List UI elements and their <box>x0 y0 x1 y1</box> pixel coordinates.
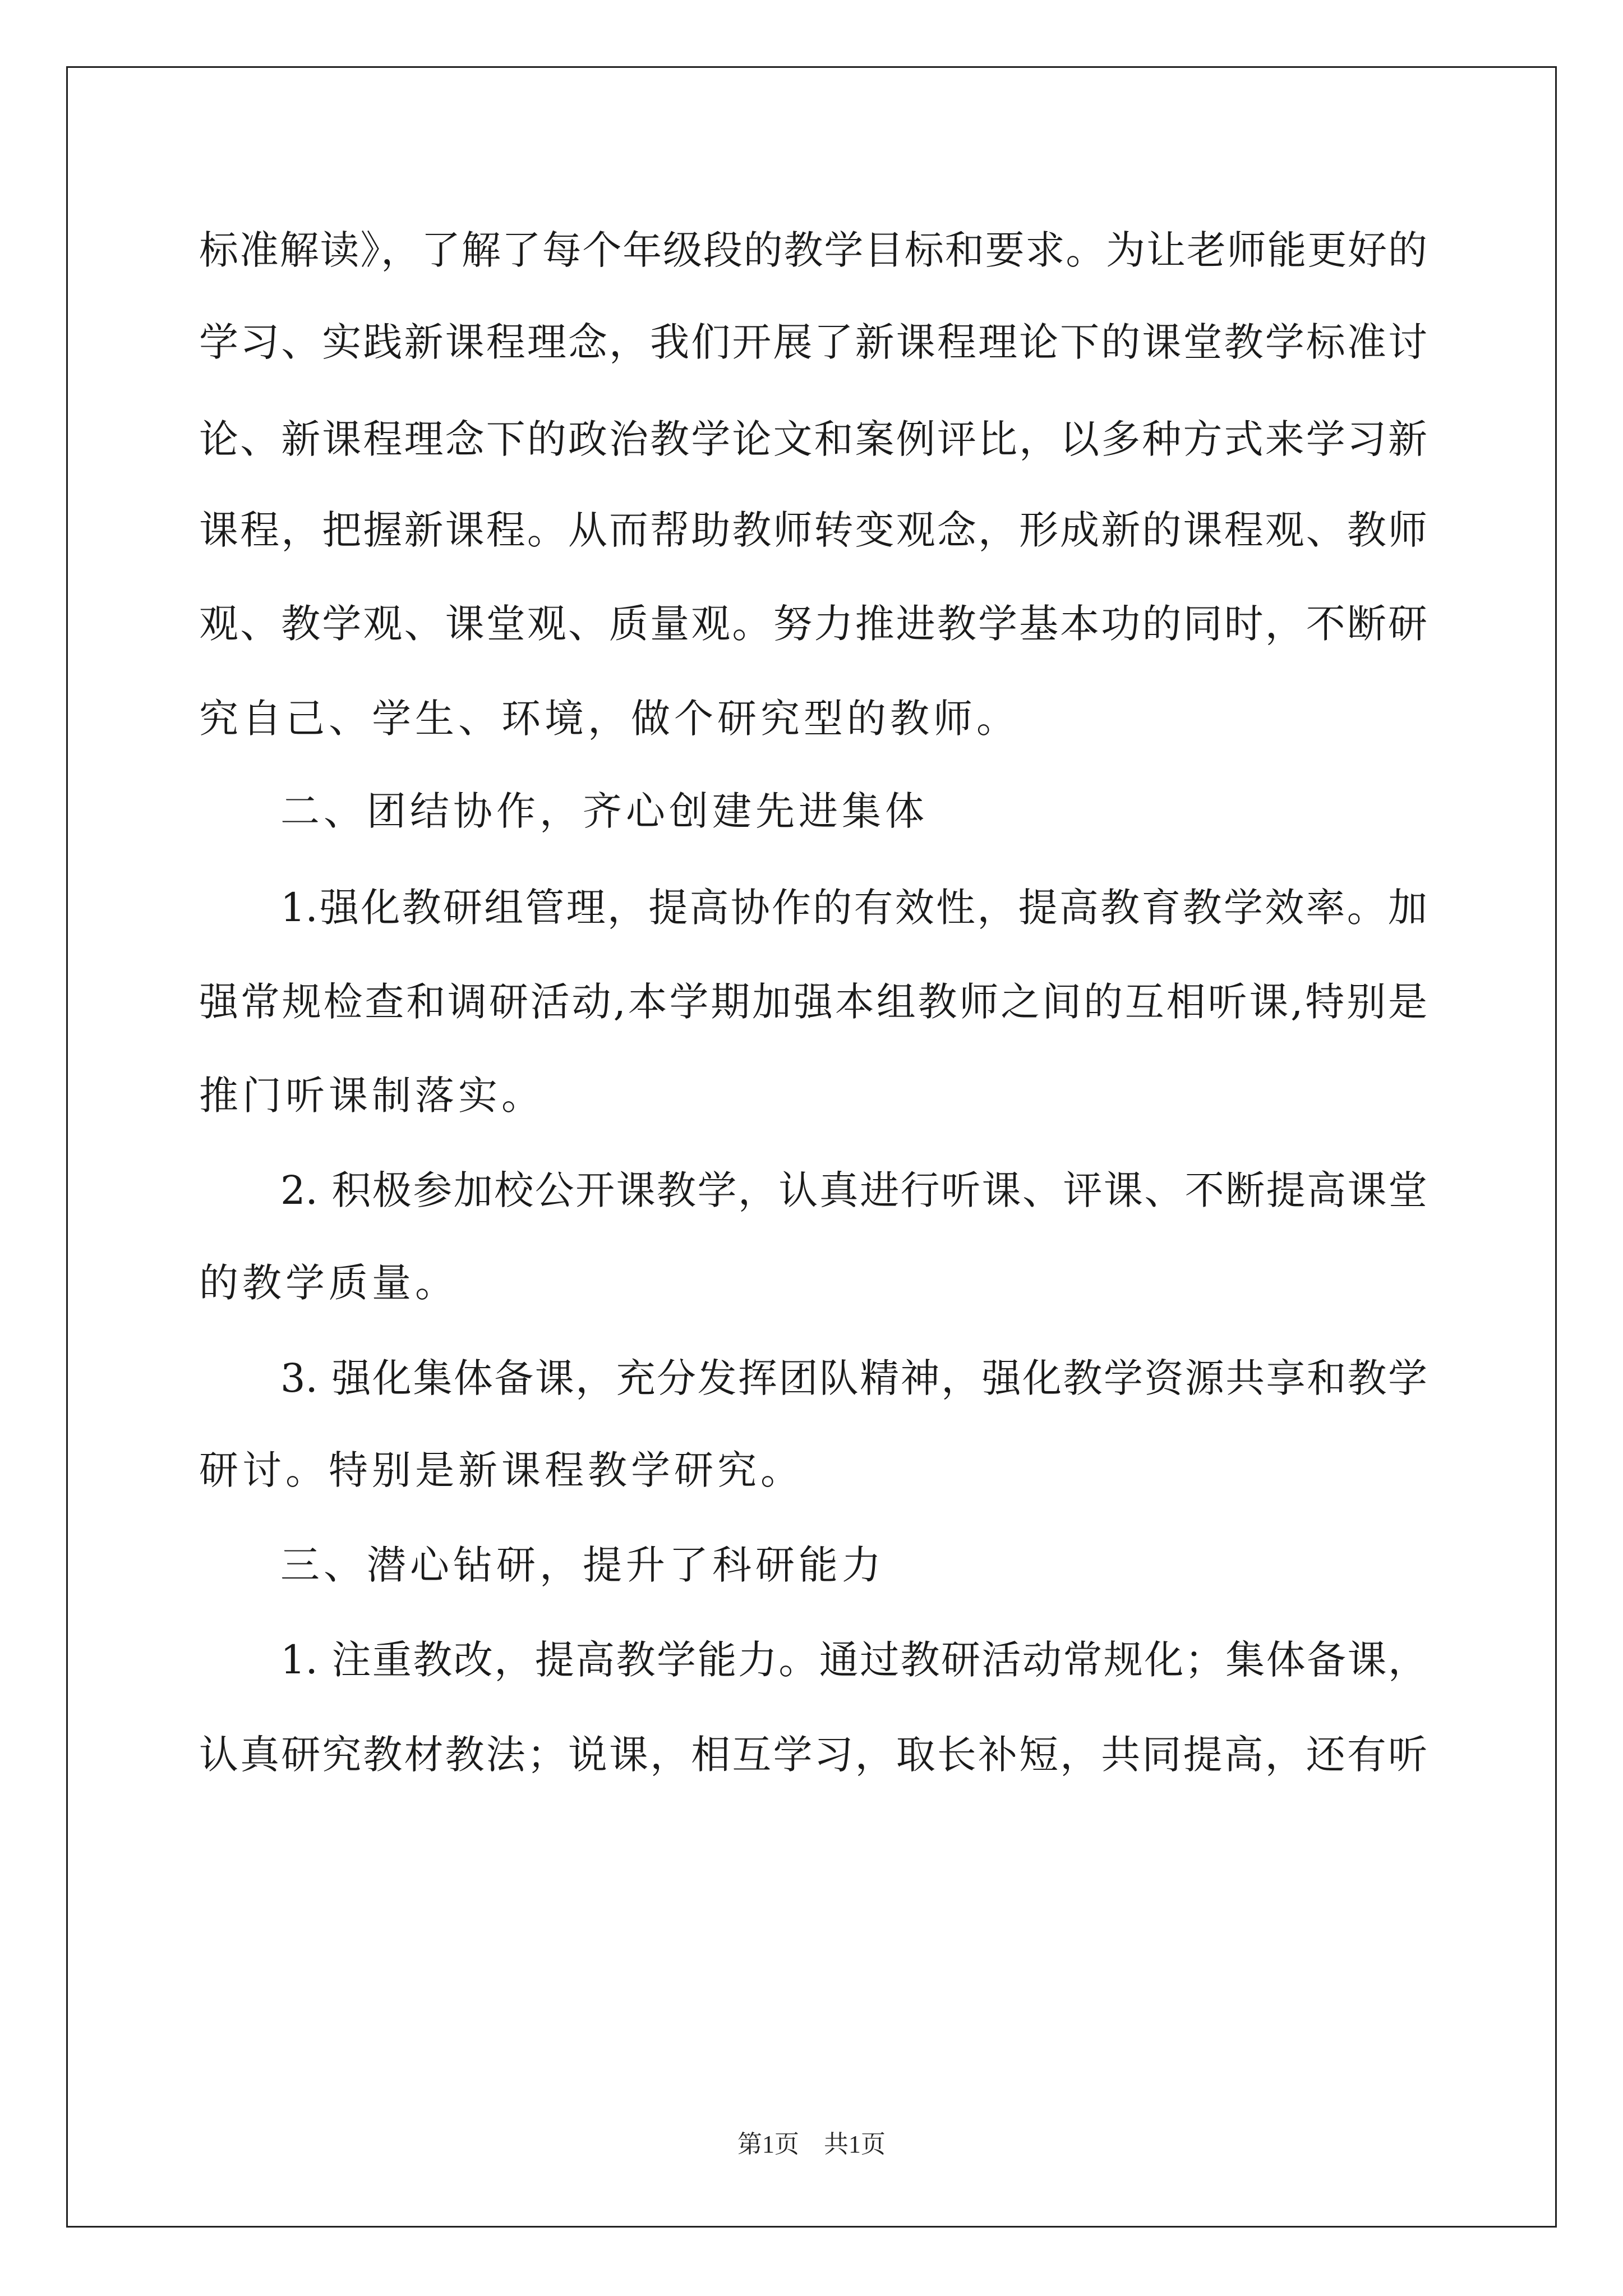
text-line-10: 推门听课制落实。 <box>199 1073 545 1119</box>
text-line-6: 究自己、学生、环境，做个研究型的教师。 <box>199 696 1020 742</box>
text-line-8: 1.强化教研组管理，提高协作的有效性，提高教育教学效率。加 <box>280 885 1427 931</box>
page-number-footer: 第1页 共1页 <box>737 2131 886 2158</box>
text-line-16: 1. 注重教改，提高教学能力。通过教研活动常规化；集体备课， <box>280 1637 1427 1683</box>
text-line-9: 强常规检查和调研活动,本学期加强本组教师之间的互相听课,特别是 <box>199 979 1427 1025</box>
text-line-1: 标准解读》，了解了每个年级段的教学目标和要求。为让老师能更好的 <box>199 227 1427 273</box>
text-line-17: 认真研究教材教法；说课，相互学习，取长补短，共同提高，还有听 <box>199 1732 1427 1778</box>
text-line-5: 观、教学观、课堂观、质量观。努力推进教学基本功的同时，不断研 <box>199 601 1427 647</box>
text-line-11: 2. 积极参加校公开课教学，认真进行听课、评课、不断提高课堂 <box>280 1167 1427 1213</box>
text-line-14: 研讨。特别是新课程教学研究。 <box>199 1447 804 1493</box>
text-line-4: 课程，把握新课程。从而帮助教师转变观念，形成新的课程观、教师 <box>199 507 1427 553</box>
page-border <box>66 66 1557 2228</box>
text-line-2: 学习、实践新课程理念，我们开展了新课程理论下的课堂教学标准讨 <box>199 319 1427 365</box>
text-line-3: 论、新课程理念下的政治教学论文和案例评比，以多种方式来学习新 <box>199 416 1427 462</box>
section-heading-3: 三、潜心钻研，提升了科研能力 <box>280 1542 885 1588</box>
section-heading-2: 二、团结协作，齐心创建先进集体 <box>280 788 928 834</box>
text-line-13: 3. 强化集体备课，充分发挥团队精神，强化教学资源共享和教学 <box>280 1355 1427 1401</box>
text-line-12: 的教学质量。 <box>199 1260 458 1306</box>
